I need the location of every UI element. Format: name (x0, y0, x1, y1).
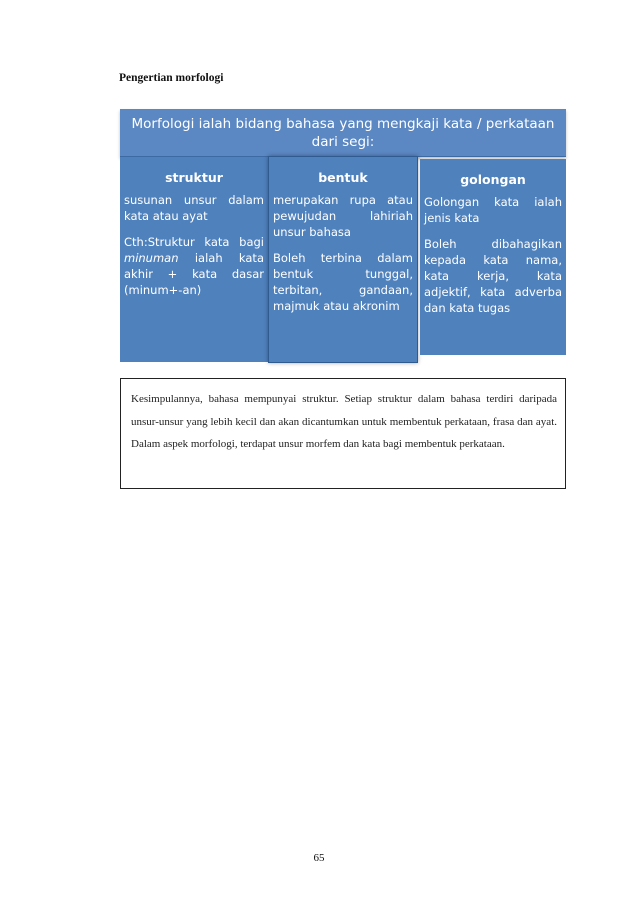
page-number: 65 (313, 852, 325, 864)
struktur-column (120, 157, 268, 362)
golongan-title: golongan (460, 172, 526, 187)
struktur-example (124, 234, 264, 298)
section-heading: Pengertian morfologi (119, 72, 224, 84)
morphology-diagram (120, 109, 566, 364)
struktur-title: struktur (165, 170, 223, 185)
golongan-column (420, 159, 566, 355)
diagram-definition-banner: Morfologi ialah bidang bahasa yang mengkaji kata / perkataan dari segi: (120, 109, 566, 157)
struktur-example-suffix: ialah kata akhir + kata dasar (minum+-an) (124, 251, 264, 297)
bentuk-detail: Boleh terbina dalam bentuk tunggal, terbitan, gandaan, majmuk atau akronim (273, 251, 413, 313)
struktur-example-word: minuman (124, 251, 179, 265)
struktur-definition: susunan unsur dalam kata atau ayat (124, 193, 264, 223)
summary-box: Kesimpulannya, bahasa mempunyai struktur. Setiap struktur dalam bahasa terdiri daripada unsur-unsur yang lebih kecil dan akan dicantumkan untuk membentuk perkataan, frasa dan ayat. Dalam aspek morfologi, terdapat unsur morfem dan kata bagi membentuk perkataan. (120, 378, 566, 489)
golongan-detail: Boleh dibahagikan kepada kata nama, kata kerja, kata adjektif, kata adverba dan kata tugas (424, 237, 562, 315)
struktur-example-prefix: Cth:Struktur kata bagi (124, 235, 264, 249)
bentuk-definition: merupakan rupa atau pewujudan lahiriah unsur bahasa (273, 193, 413, 239)
bentuk-title: bentuk (318, 170, 368, 185)
bentuk-column (268, 156, 418, 363)
golongan-definition: Golongan kata ialah jenis kata (424, 195, 562, 225)
